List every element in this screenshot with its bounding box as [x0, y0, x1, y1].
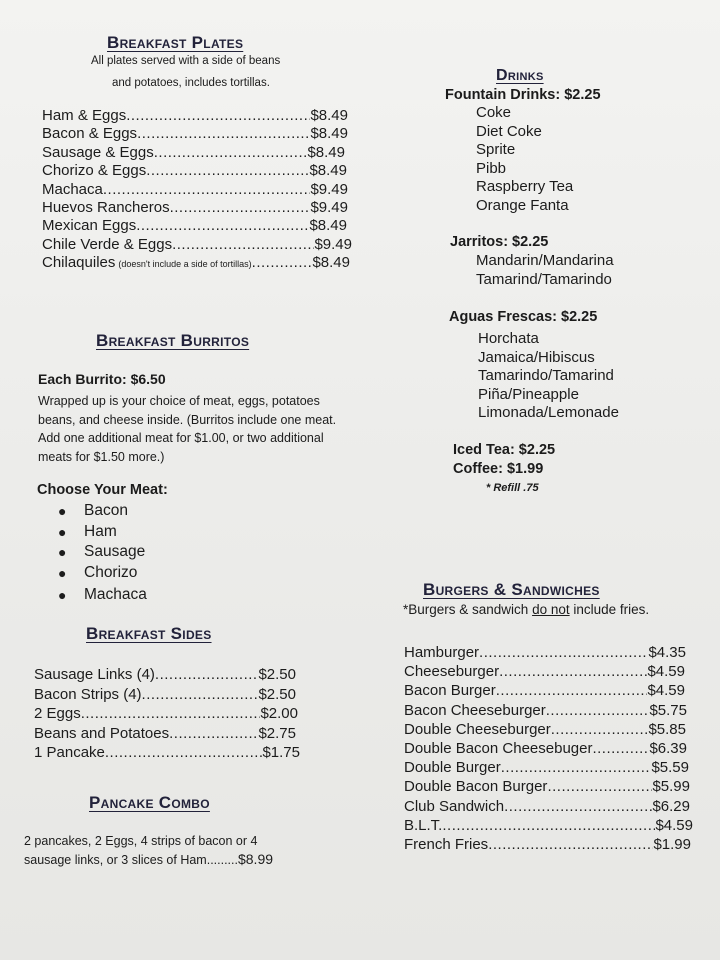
list-item: Tamarindo/Tamarind: [478, 367, 614, 384]
menu-item: French Fries ..... $1.99: [404, 835, 691, 854]
menu-item: 1 Pancake ..... $1.75: [34, 743, 300, 763]
menu-item: Hamburger ..... $4.35: [404, 643, 686, 662]
burrito-price: Each Burrito: $6.50: [38, 371, 166, 387]
menu-item: Ham & Eggs ..... $8.49: [42, 107, 348, 125]
list-item: Jamaica/Hibiscus: [478, 348, 595, 366]
menu-item: Club Sandwich ..... $6.29: [404, 797, 690, 816]
breakfast-plates-list: [42, 107, 352, 274]
list-item: Diet Coke: [476, 122, 542, 140]
burrito-description: Wrapped up is your choice of meat, eggs, potatoes beans, and cheese inside. (Burritos include one meat. Add one additional meat for $1.00, or two additional meats for $1.50 more.): [38, 394, 337, 464]
iced-tea-label: Iced Tea: $2.25: [453, 442, 556, 458]
pancake-combo-heading: Pancake Combo: [89, 793, 210, 812]
burgers-note: *Burgers & sandwich do not include fries.: [403, 602, 650, 617]
menu-item: Bacon Burger ..... $4.59: [404, 681, 685, 700]
list-item: ● Sausage: [58, 543, 146, 560]
menu-item-note: (doesn't include a side of tortillas): [118, 259, 252, 270]
fountain-drinks-list: [476, 104, 573, 215]
list-item: ● Bacon: [58, 502, 128, 519]
drinks-heading: Drinks: [496, 67, 544, 84]
menu-item: Beans and Potatoes ..... $2.75: [34, 724, 296, 744]
menu-item: Chile Verde & Eggs ..... $9.49: [42, 236, 352, 254]
menu-item: Chorizo & Eggs ..... $8.49: [42, 162, 347, 180]
list-item: Pibb: [476, 159, 507, 177]
menu-item: Bacon Strips (4) ..... $2.50: [34, 685, 296, 705]
menu-item: Huevos Rancheros ..... $9.49: [42, 199, 348, 217]
list-item: Horchata: [478, 330, 539, 347]
list-item: Sprite: [476, 141, 516, 158]
menu-item: 2 Eggs ..... $2.00: [34, 704, 298, 724]
menu-item: Cheeseburger ..... $4.59: [404, 662, 685, 681]
breakfast-plates-heading: Breakfast Plates: [107, 33, 244, 52]
list-item: ● Machaca: [58, 586, 147, 603]
list-item: Tamarind/Tamarindo: [476, 270, 612, 288]
burgers-list: [404, 643, 693, 854]
breakfast-plates-desc-1: All plates served with a side of beans: [91, 55, 281, 67]
menu-item: B.L.T. ..... $4.59: [404, 816, 693, 835]
menu-item: Double Bacon Burger ..... $5.99: [404, 777, 690, 796]
list-item: Raspberry Tea: [476, 178, 574, 195]
menu-item: Mexican Eggs ..... $8.49: [42, 217, 347, 235]
coffee-label: Coffee: $1.99: [453, 461, 544, 477]
aguas-frescas-list: [478, 330, 619, 423]
menu-item: Bacon & Eggs ..... $8.49: [42, 125, 348, 143]
list-item: Piña/Pineapple: [478, 385, 579, 403]
menu-item: Double Bacon Cheesebuger ..... $6.39: [404, 739, 687, 758]
breakfast-sides-heading: Breakfast Sides: [86, 624, 212, 643]
list-item: ● Ham: [58, 522, 117, 540]
menu-item: Chilaquiles (doesn't include a side of tortillas) ..... $8.49: [42, 254, 350, 273]
list-item: Orange Fanta: [476, 196, 569, 214]
jarritos-list: [476, 252, 614, 289]
menu-item: Double Burger ..... $5.59: [404, 758, 689, 777]
burgers-heading: Burgers & Sandwiches: [423, 580, 600, 599]
aguas-frescas-label: Aguas Frescas: $2.25: [449, 309, 598, 325]
breakfast-burritos-heading: Breakfast Burritos: [96, 331, 250, 350]
menu-item: Machaca ..... $9.49: [42, 181, 348, 199]
menu-item: Sausage Links (4) ..... $2.50: [34, 665, 296, 685]
menu-item: Bacon Cheeseburger ..... $5.75: [404, 701, 687, 720]
list-item: Limonada/Lemonade: [478, 404, 619, 421]
menu-item: Double Cheeseburger ..... $5.85: [404, 720, 686, 739]
pancake-combo-price: $8.99: [237, 851, 274, 867]
breakfast-plates-desc-2: and potatoes, includes tortillas.: [112, 77, 270, 89]
menu-item: Sausage & Eggs ..... $8.49: [42, 144, 345, 162]
pancake-combo-line-1: 2 pancakes, 2 Eggs, 4 strips of bacon or 4: [24, 834, 258, 848]
meat-list: [58, 501, 147, 606]
fountain-drinks-label: Fountain Drinks: $2.25: [445, 87, 601, 103]
list-item: Mandarin/Mandarina: [476, 252, 614, 269]
choose-meat-label: Choose Your Meat:: [37, 482, 168, 498]
jarritos-label: Jarritos: $2.25: [450, 234, 549, 250]
breakfast-sides-list: [34, 665, 300, 763]
list-item: ● Chorizo: [58, 563, 138, 581]
refill-note: * Refill .75: [486, 482, 539, 494]
list-item: Coke: [476, 104, 512, 121]
pancake-combo-line-2: sausage links, or 3 slices of Ham.........$8.99: [24, 851, 274, 867]
